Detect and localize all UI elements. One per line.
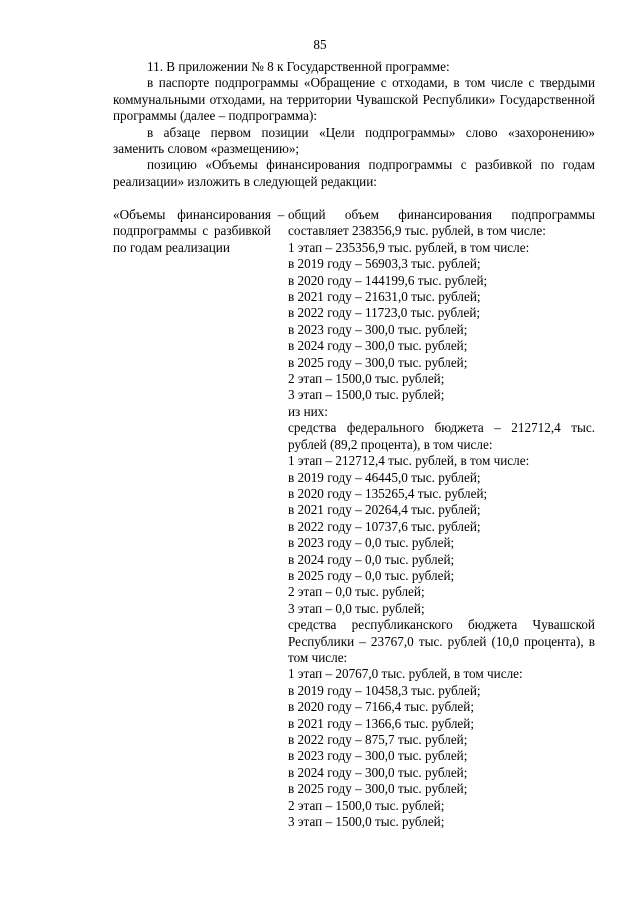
financing-line: в 2024 году – 300,0 тыс. рублей; — [288, 338, 468, 354]
financing-line: 3 этап – 1500,0 тыс. рублей; — [288, 387, 445, 403]
paragraph-item: 11. В приложении № 8 к Государственной программе: — [147, 59, 450, 74]
financing-line: 3 этап – 1500,0 тыс. рублей; — [288, 814, 445, 830]
paragraph-item: в паспорте подпрограммы «Обращение с отходами, в том числе с твердыми коммунальными отходами, на территории Чувашской Республики» Государственной программы (далее – подпрограмма): — [113, 75, 595, 124]
financing-line: в 2025 году – 300,0 тыс. рублей; — [288, 781, 468, 797]
intro-section — [113, 59, 595, 190]
financing-line: в 2019 году – 56903,3 тыс. рублей; — [288, 256, 481, 272]
financing-line: в 2020 году – 144199,6 тыс. рублей; — [288, 272, 488, 288]
page-number: 85 — [313, 37, 327, 52]
federal-lines — [288, 453, 595, 617]
financing-line: в 2021 году – 21631,0 тыс. рублей; — [288, 289, 481, 305]
financing-line: 2 этап – 1500,0 тыс. рублей; — [288, 371, 445, 387]
financing-line: в 2022 году – 10737,6 тыс. рублей; — [288, 518, 481, 534]
paragraph-item: позицию «Объемы финансирования подпрограммы с разбивкой по годам реализации» изложить в следующей редакции: — [113, 157, 595, 189]
republic-summary: средства республиканского бюджета Чувашской Республики – 23767,0 тыс. рублей (10,0 процента), в том числе: — [288, 617, 595, 665]
financing-line: в 2024 году – 300,0 тыс. рублей; — [288, 764, 468, 780]
financing-line: в 2019 году – 10458,3 тыс. рублей; — [288, 682, 481, 698]
financing-line: 1 этап – 20767,0 тыс. рублей, в том числе: — [288, 666, 523, 682]
financing-line: из них: — [288, 403, 328, 419]
financing-line: в 2021 году – 20264,4 тыс. рублей; — [288, 502, 481, 518]
financing-line: 2 этап – 1500,0 тыс. рублей; — [288, 797, 445, 813]
financing-line: в 2021 году – 1366,6 тыс. рублей; — [288, 715, 474, 731]
financing-line: в 2023 году – 300,0 тыс. рублей; — [288, 748, 468, 764]
financing-line: в 2023 году – 0,0 тыс. рублей; — [288, 535, 455, 551]
financing-line: 3 этап – 0,0 тыс. рублей; — [288, 600, 425, 616]
financing-line: 1 этап – 212712,4 тыс. рублей, в том числе: — [288, 453, 530, 469]
financing-line: в 2020 году – 7166,4 тыс. рублей; — [288, 699, 474, 715]
financing-line: в 2024 году – 0,0 тыс. рублей; — [288, 551, 455, 567]
financing-label: «Объемы финансирования подпрограммы с разбивкой по годам реализации — [113, 207, 271, 255]
federal-summary: средства федерального бюджета – 212712,4 тыс. рублей (89,2 процента), в том числе: — [288, 420, 595, 452]
financing-line: в 2020 году – 135265,4 тыс. рублей; — [288, 485, 488, 501]
republic-lines — [288, 666, 595, 830]
financing-line: в 2025 году – 0,0 тыс. рублей; — [288, 567, 455, 583]
financing-line: 2 этап – 0,0 тыс. рублей; — [288, 584, 425, 600]
financing-line: в 2022 году – 875,7 тыс. рублей; — [288, 732, 468, 747]
paragraph-item: в абзаце первом позиции «Цели подпрограммы» слово «захоронению» заменить словом «размещению»; — [113, 124, 595, 157]
financing-line: в 2023 году – 300,0 тыс. рублей; — [288, 321, 468, 337]
financing-line: в 2025 году – 300,0 тыс. рублей; — [288, 354, 468, 370]
total-lines — [288, 240, 595, 420]
financing-line: в 2022 году – 11723,0 тыс. рублей; — [288, 305, 481, 321]
total-summary: общий объем финансирования подпрограммы составляет 238356,9 тыс. рублей, в том числе: — [288, 207, 595, 239]
financing-line: в 2019 году – 46445,0 тыс. рублей; — [288, 469, 481, 485]
dash-separator: – — [277, 207, 285, 222]
financing-line: 1 этап – 235356,9 тыс. рублей, в том числе: — [288, 239, 530, 255]
financing-details — [288, 207, 595, 830]
